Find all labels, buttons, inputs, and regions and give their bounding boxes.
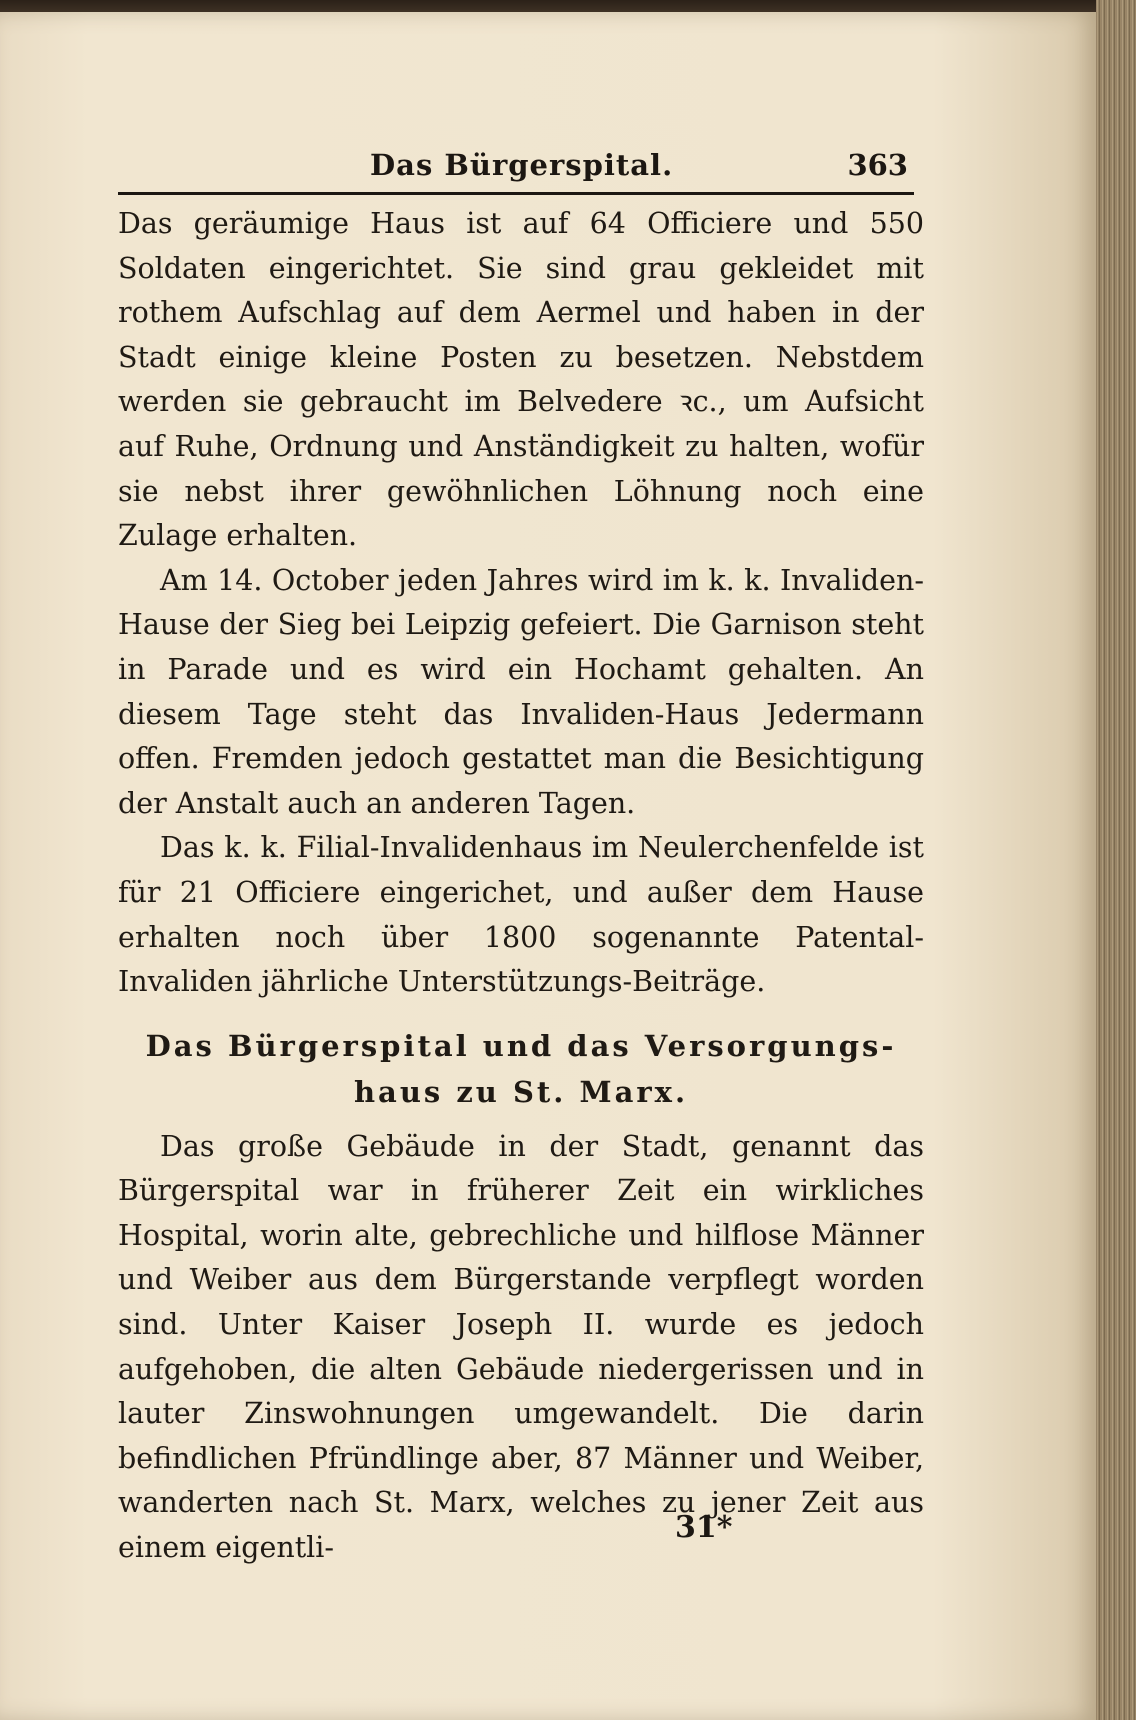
page-number: 363 [847, 148, 908, 182]
body-text [118, 202, 924, 1571]
section-heading-line-1: Das Bürgerspital und das Versorgungs- [145, 1028, 897, 1063]
page-header [120, 148, 916, 188]
signature-mark: 31* [675, 1510, 733, 1545]
section-heading-line-2: haus zu St. Marx. [353, 1074, 689, 1109]
paragraph-invalid-house: Das geräumige Haus ist auf 64 Officiere und 550 Soldaten eingerichtet. Sie sind grau gekleidet mit rothem Aufschlag auf dem Aermel und haben in der Stadt einige kleine Posten zu besetzen. Nebstdem werden sie gebraucht im Belvedere ꝛc., um Aufsicht auf Ruhe, Ordnung und Anständigkeit zu halten, wofür sie nebst ihrer gewöhnlichen Löhnung noch eine Zulage erhalten. [118, 207, 924, 553]
header-rule [118, 192, 914, 195]
running-title: Das Bürgerspital. [370, 148, 674, 182]
book-page [0, 12, 1098, 1720]
paragraph-filial-invalidenhaus: Das k. k. Filial-Invalidenhaus im Neulerchenfelde ist für 21 Officiere eingerichet, und außer dem Hause erhalten noch über 1800 sogenannte Patental-Invaliden jährliche Unterstützungs-Beiträge. [118, 831, 924, 999]
page-stack-edge [1096, 0, 1136, 1720]
paragraph-buergerspital: Das große Gebäude in der Stadt, genannt das Bürgerspital war in früherer Zeit ein wirkliches Hospital, worin alte, gebrechliche und hilflose Männer und Weiber aus dem Bürgerstande verpflegt worden sind. Unter Kaiser Joseph II. wurde es jedoch aufgehoben, die alten Gebäude niedergerissen und in lauter Zinswohnungen umgewandelt. Die darin befindlichen Pfründlinge aber, 87 Männer und Weiber, wanderten nach St. Marx, welches zu jener Zeit aus einem eigentli- [118, 1129, 924, 1565]
paragraph-october-celebration: Am 14. October jeden Jahres wird im k. k. Invaliden-Hause der Sieg bei Leipzig gefeiert. Die Garnison steht in Parade und es wird ein Hochamt gehalten. An diesem Tage steht das Invaliden-Haus Jedermann offen. Fremden jedoch gestattet man die Besichtigung der Anstalt auch an anderen Tagen. [118, 563, 924, 820]
section-heading [118, 1023, 924, 1115]
